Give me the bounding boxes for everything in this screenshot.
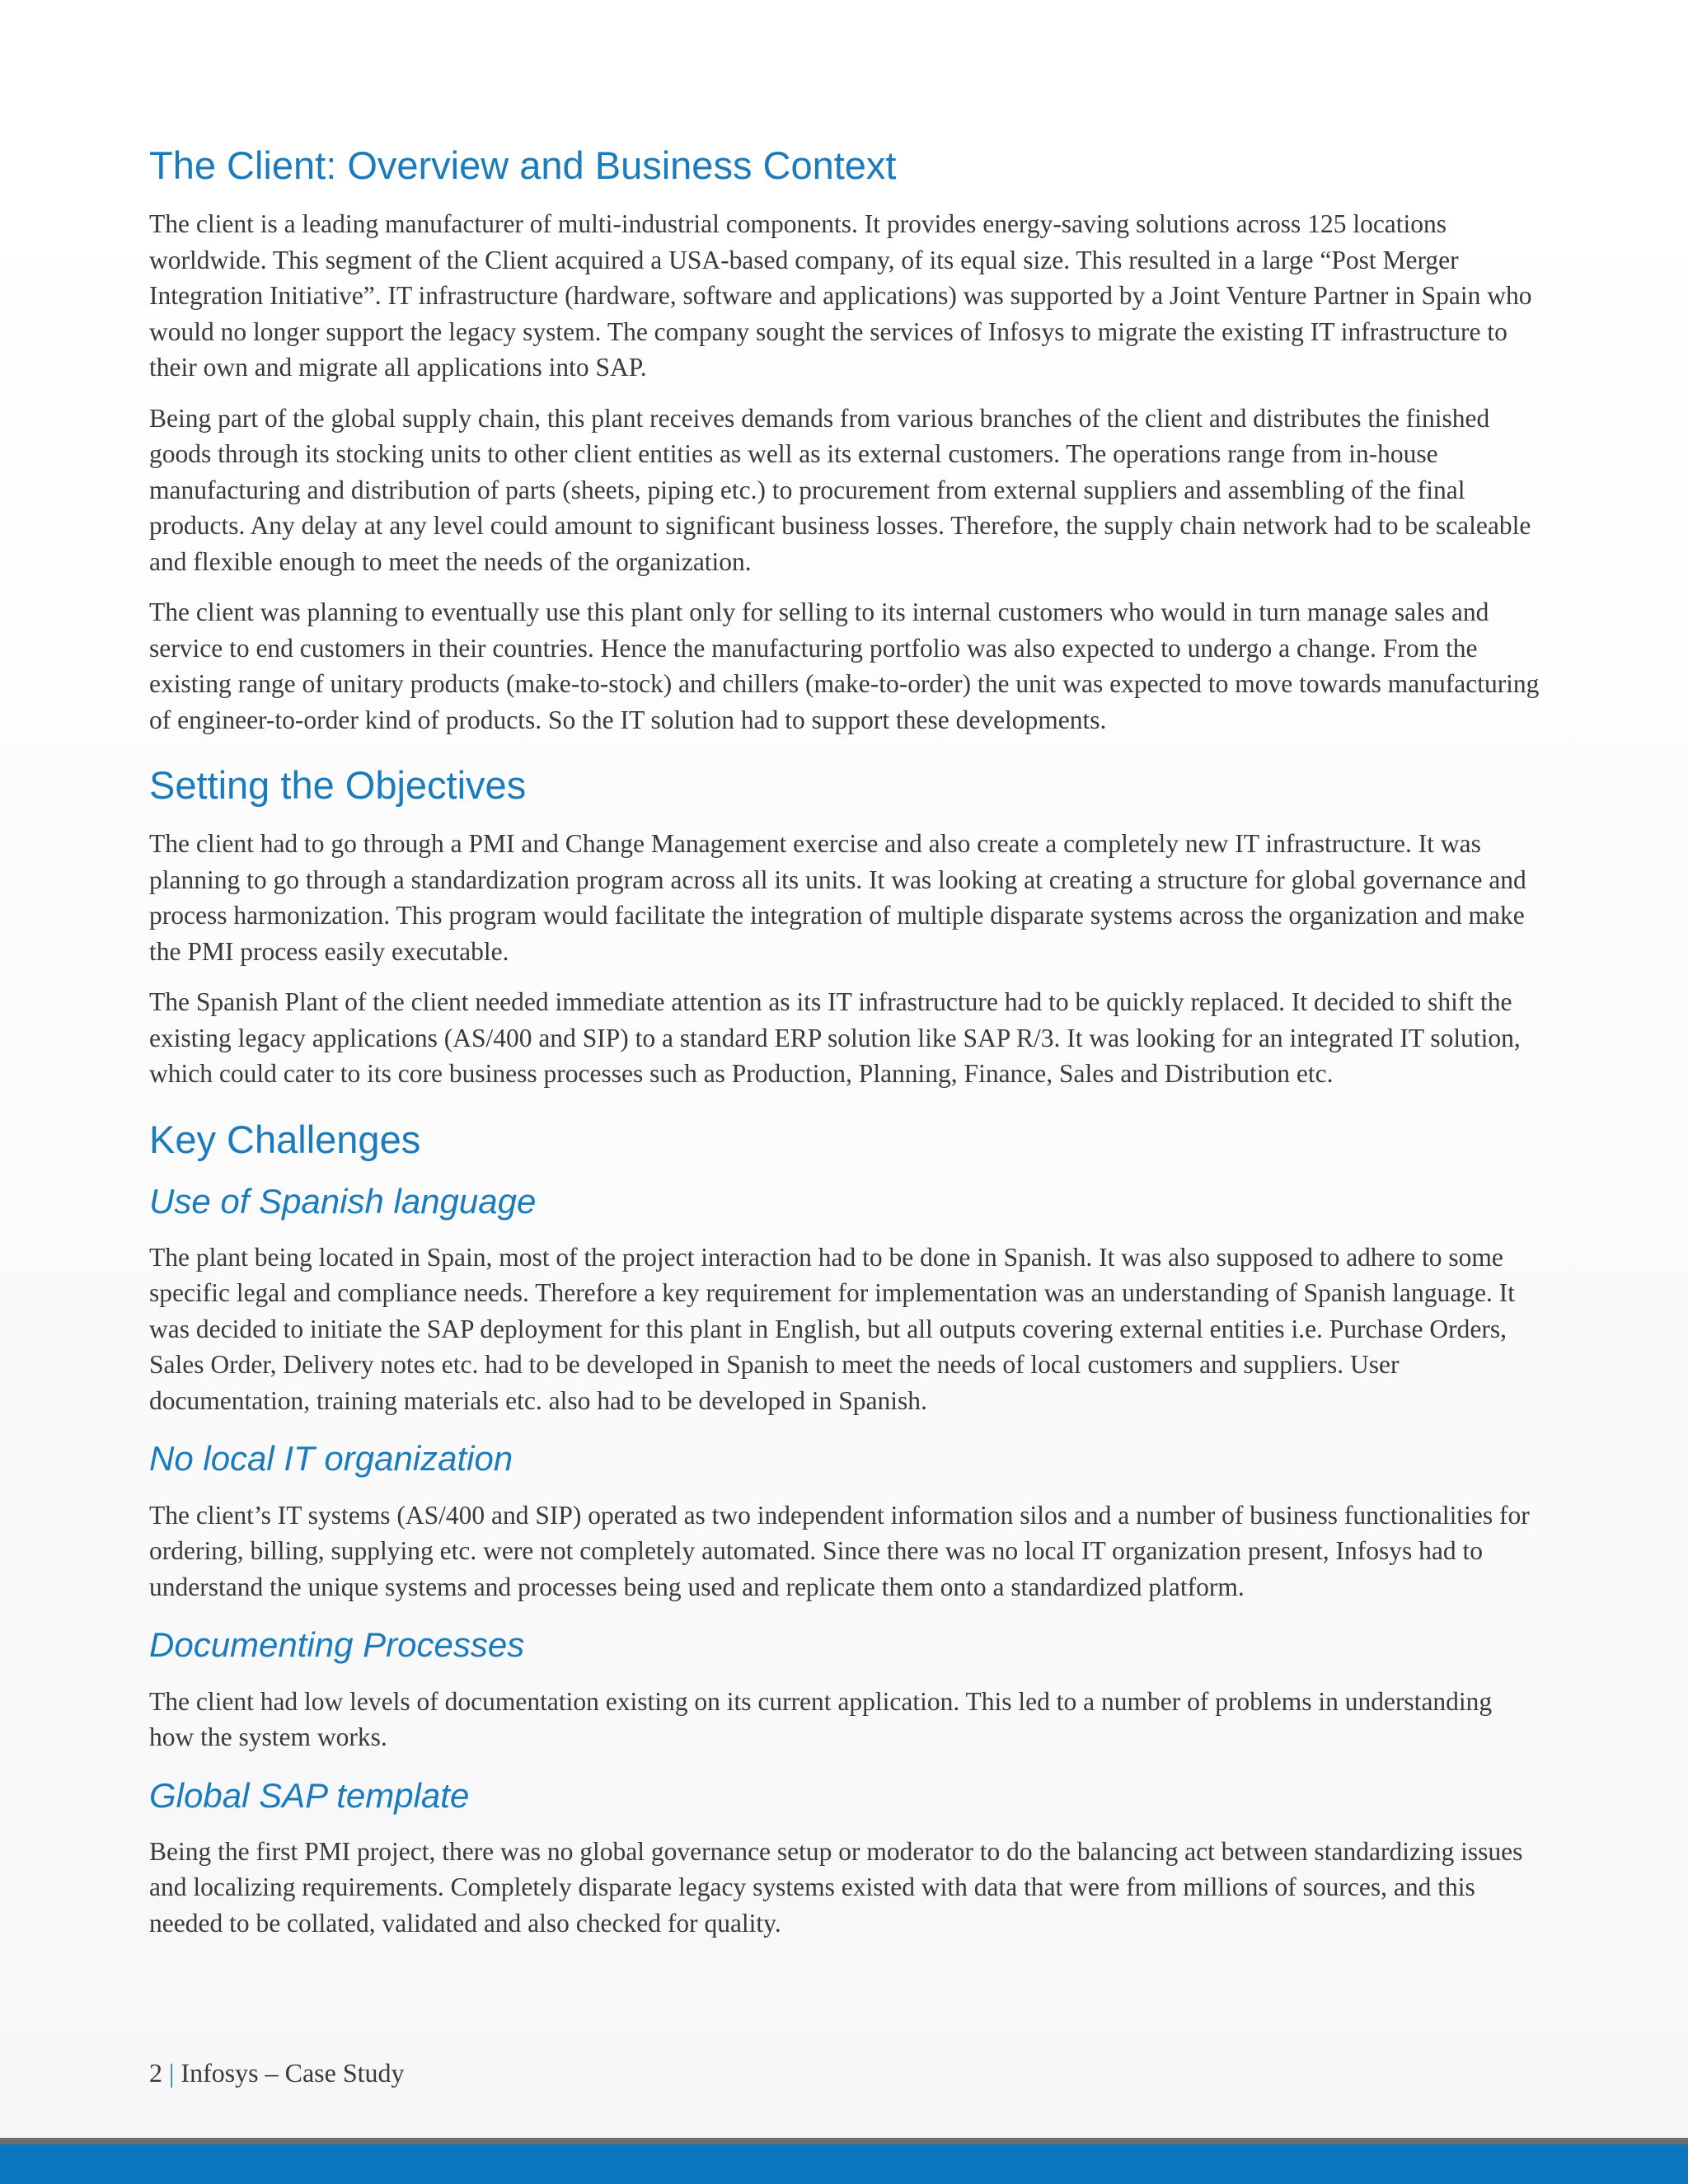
- paragraph: Being the first PMI project, there was no global governance setup or moderator to do the balancing act between standardizing issues and localizing requirements. Completely disparate legacy systems existed with data that were from millions of sources, and this needed to be collated, validated and also checked for quality.: [149, 1836, 1523, 1938]
- paragraph: The Spanish Plant of the client needed immediate attention as its IT infrastructure had to be quickly replaced. It decided to shift the existing legacy applications (AS/400 and SIP) to a standard ERP solution like SAP R/3. It was looking for an integrated IT solution, which could cater to its core business processes such as Production, Planning, Finance, Sales and Distribution etc.: [149, 987, 1521, 1089]
- paragraph: Being part of the global supply chain, this plant receives demands from various branches of the client and distributes the finished goods through its stocking units to other client entities as well as its external customers. The operations range from in-house manufacturing and distribution of parts (sheets, piping etc.) to procurement from external suppliers and assembling of the final products. Any delay at any level could amount to significant business losses. Therefore, the supply chain network had to be scaleable and flexible enough to meet the needs of the organization.: [149, 403, 1531, 576]
- paragraph: The client had low levels of documentation existing on its current application. This led to a number of problems in understanding how the system works.: [149, 1686, 1493, 1752]
- paragraph: The plant being located in Spain, most of the project interaction had to be done in Spanish. It was also supposed to adhere to some specific legal and compliance needs. Therefore a key requirement for implementation was an understanding of Spanish language. It was decided to initiate the SAP deployment for this plant in English, but all outputs covering external entities i.e. Purchase Orders, Sales Order, Delivery notes etc. had to be developed in Spanish to meet the needs of local customers and suppliers. User documentation, training materials etc. also had to be developed in Spanish.: [149, 1242, 1515, 1415]
- bottom-brand-bar: [0, 2144, 1688, 2184]
- paragraph: The client was planning to eventually use this plant only for selling to its internal customers who would in turn manage sales and service to end customers in their countries. Hence the manufacturing portfolio was also expected to undergo a change. From the existing range of unitary products (make-to-stock) and chillers (make-to-order) the unit was expected to move towards manufacturing of engineer-to-order kind of products. So the IT solution had to support these developments.: [149, 598, 1540, 734]
- document-body: [149, 136, 1542, 1956]
- subheading-documenting-processes: Documenting Processes: [149, 1625, 525, 1665]
- paragraph: The client’s IT systems (AS/400 and SIP) operated as two independent information silos and a number of business functionalities for ordering, billing, supplying etc. were not completely automated. Since there was no local IT organization present, Infosys had to understand the unique systems and processes being used and replicate them onto a standardized platform.: [149, 1500, 1530, 1601]
- page-number: 2: [149, 2058, 162, 2088]
- section-heading-client: The Client: Overview and Business Context: [149, 143, 897, 187]
- footer-separator: |: [169, 2058, 175, 2088]
- paragraph: The client had to go through a PMI and Change Management exercise and also create a completely new IT infrastructure. It was planning to go through a standardization program across all its units. It was looking at creating a structure for global governance and process harmonization. This program would facilitate the integration of multiple disparate systems across the organization and make the PMI process easily executable.: [149, 829, 1526, 966]
- page-footer: [149, 2058, 405, 2088]
- subheading-no-local-it: No local IT organization: [149, 1439, 513, 1479]
- section-heading-challenges: Key Challenges: [149, 1117, 421, 1161]
- section-heading-objectives: Setting the Objectives: [149, 763, 527, 808]
- subheading-global-sap-template: Global SAP template: [149, 1775, 470, 1815]
- bottom-divider: [0, 2138, 1688, 2144]
- footer-label: Infosys – Case Study: [181, 2058, 405, 2088]
- paragraph: The client is a leading manufacturer of multi-industrial components. It provides energy-saving solutions across 125 locations worldwide. This segment of the Client acquired a USA-based company, of its equal size. This resulted in a large “Post Merger Integration Initiative”. IT infrastructure (hardware, software and applications) was supported by a Joint Venture Partner in Spain who would no longer support the legacy system. The company sought the services of Infosys to migrate the existing IT infrastructure to their own and migrate all applications into SAP.: [149, 209, 1532, 382]
- subheading-spanish-language: Use of Spanish language: [149, 1181, 537, 1221]
